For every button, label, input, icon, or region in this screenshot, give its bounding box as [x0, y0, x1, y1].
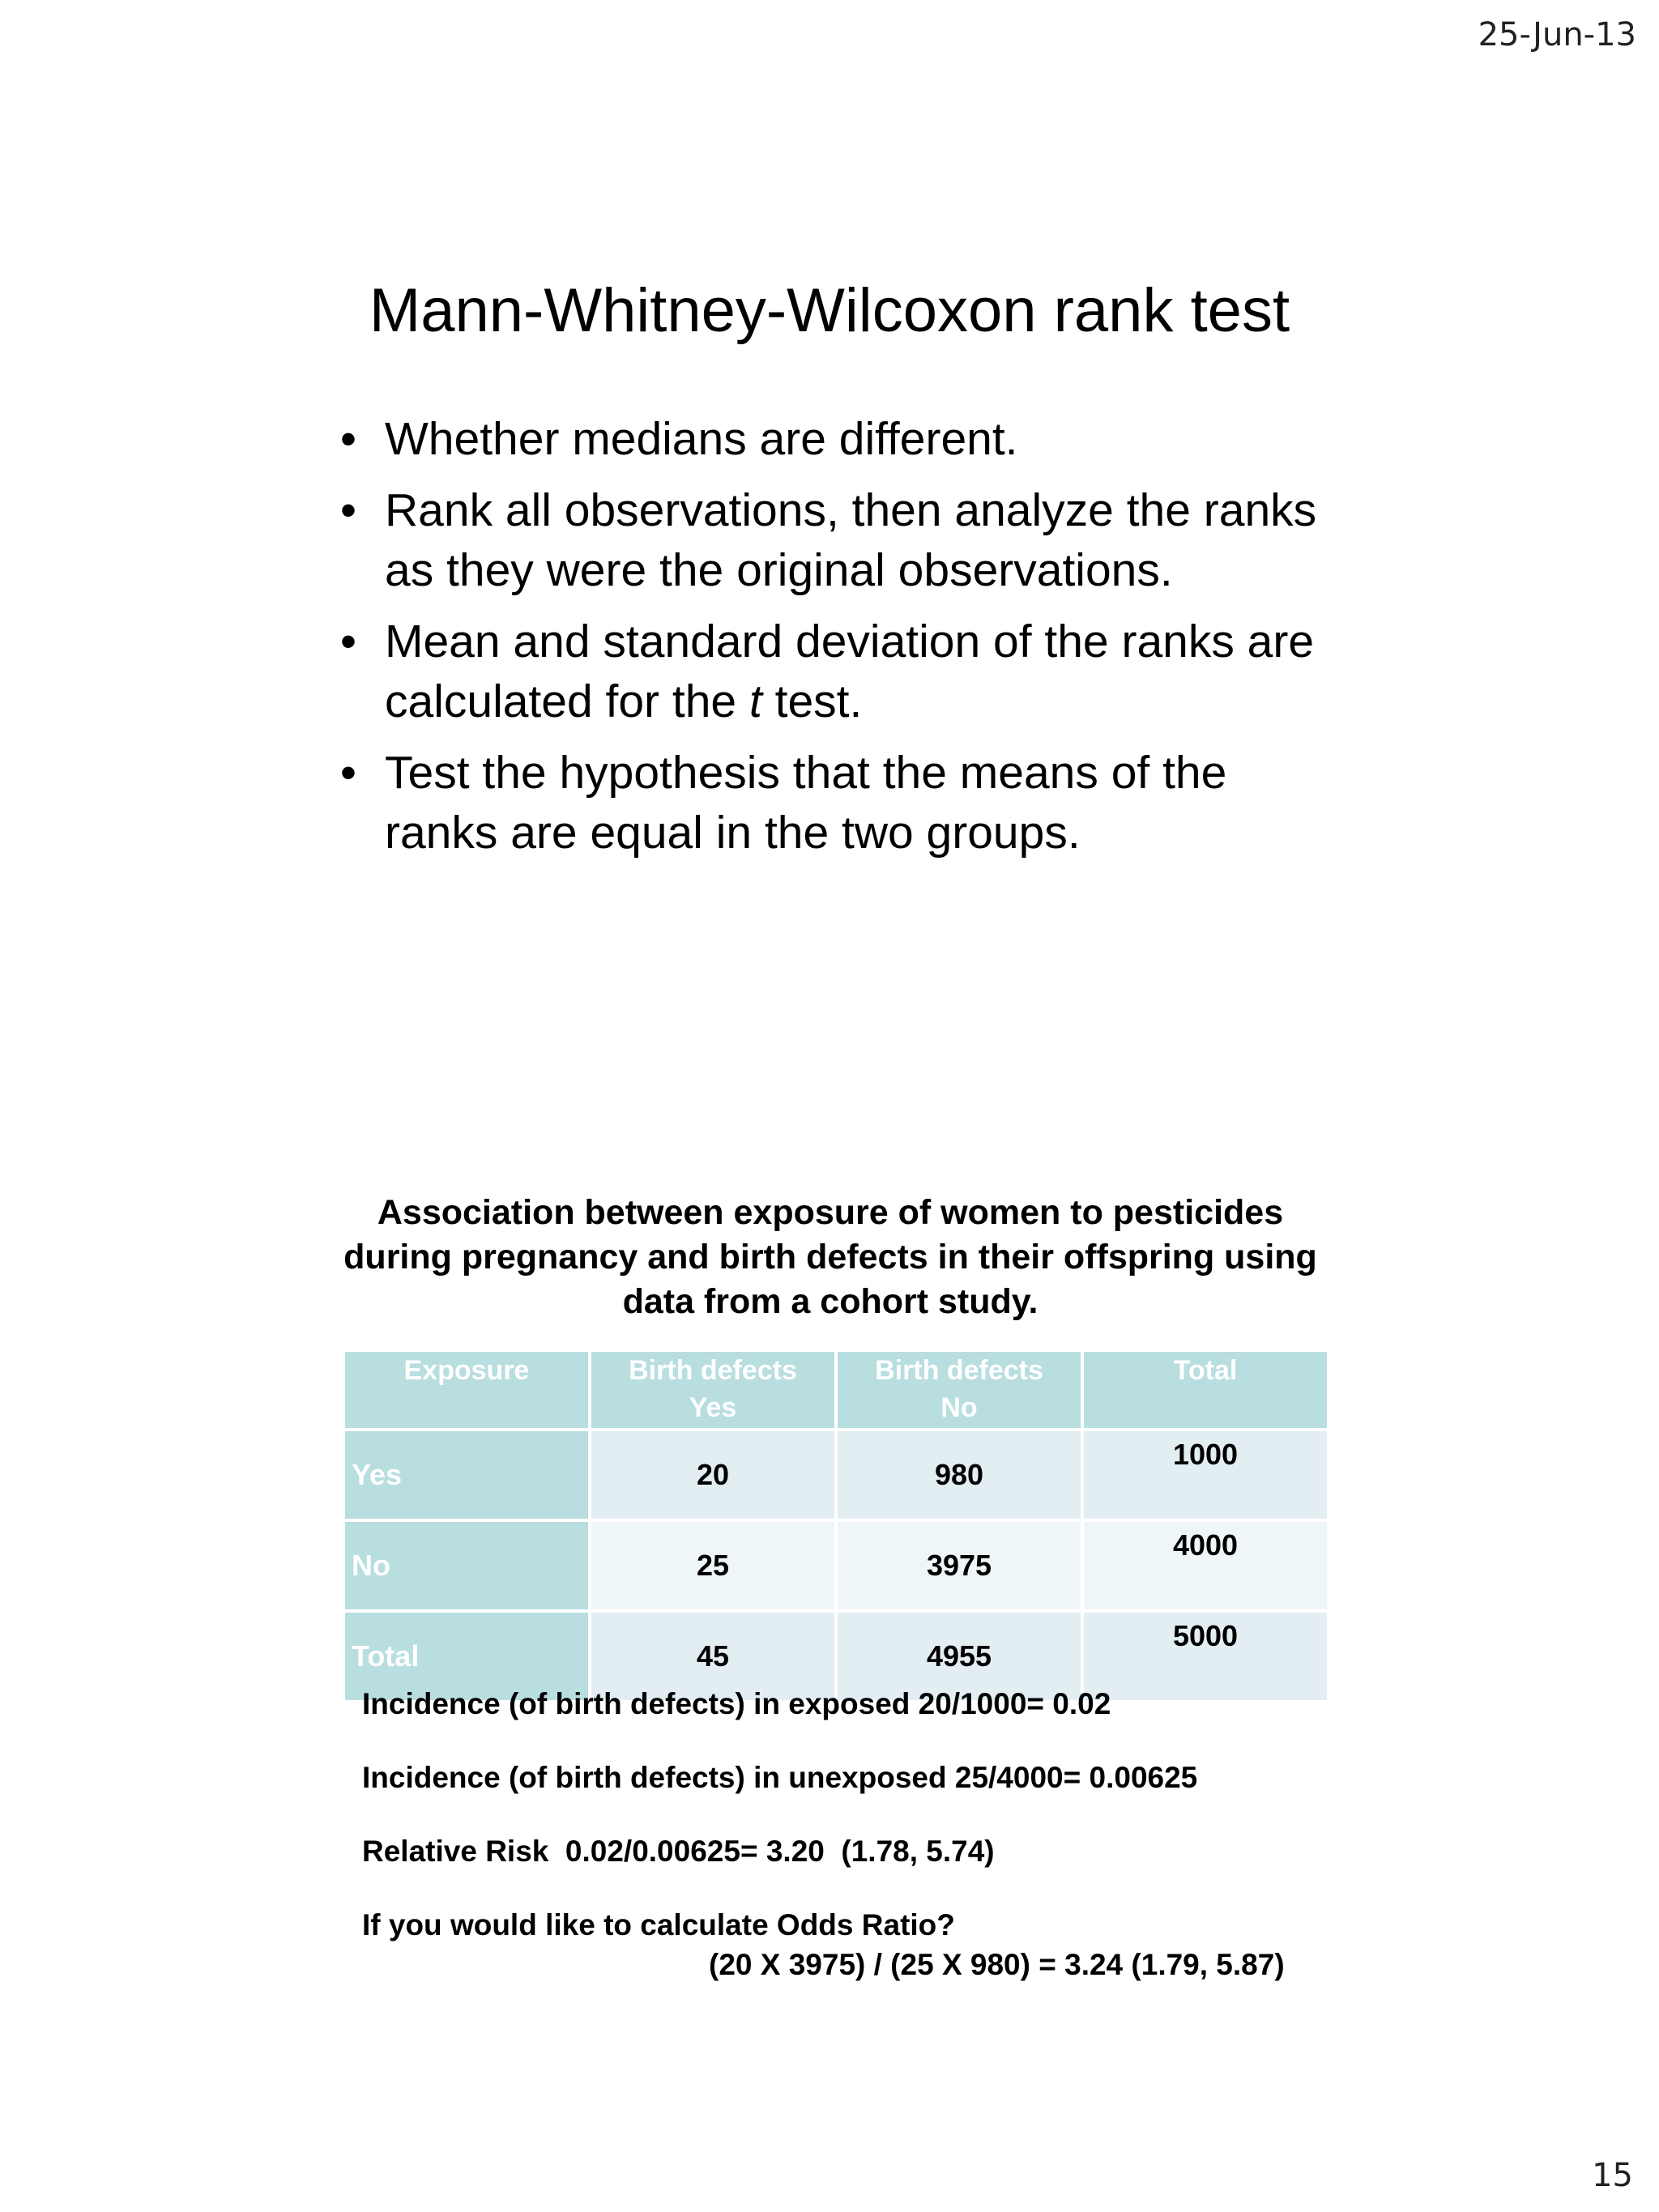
row-label: Yes — [343, 1430, 590, 1520]
table-row — [343, 1520, 1328, 1611]
bullet-text: Rank all observations, then analyze the ranks as they were the original observations. — [385, 484, 1317, 596]
bullet-text: test. — [761, 676, 863, 727]
slide2-title: Association between exposure of women to pesticides during pregnancy and birth defects in their offspring using data from a cohort study. — [343, 1193, 1317, 1321]
bullet-text-italic: t — [748, 676, 762, 727]
column-header-line: Birth defects — [629, 1355, 797, 1386]
page-number: 15 — [1592, 2157, 1633, 2194]
cell-defects-no: 980 — [836, 1430, 1082, 1520]
cell-defects-no: 4955 — [836, 1611, 1082, 1702]
table-header-row — [343, 1350, 1328, 1430]
bullet-item — [340, 743, 1328, 863]
column-header-defects-yes — [590, 1350, 836, 1430]
slide1-title: Mann-Whitney-Wilcoxon rank test — [369, 276, 1290, 345]
column-header-line: No — [940, 1392, 978, 1423]
bullet-item — [340, 612, 1328, 731]
cell-defects-yes: 20 — [590, 1430, 836, 1520]
column-header-exposure — [343, 1350, 590, 1430]
bullet-text: Mean and standard deviation of the ranks are calculated for the — [385, 616, 1315, 727]
bullet-marker: • — [340, 484, 356, 536]
row-label: Total — [343, 1611, 590, 1702]
column-header-line: Yes — [689, 1392, 737, 1423]
row-label: No — [343, 1520, 590, 1611]
cell-defects-no: 3975 — [836, 1520, 1082, 1611]
odds-ratio-question: If you would like to calculate Odds Ratio? — [362, 1908, 955, 1941]
cell-defects-yes: 45 — [590, 1611, 836, 1702]
slide1-bullet-list — [340, 409, 1328, 874]
bullet-marker: • — [340, 747, 356, 799]
odds-ratio-formula: (20 X 3975) / (25 X 980) = 3.24 (1.79, 5.87) — [709, 1948, 1285, 1981]
bullet-marker: • — [340, 616, 356, 667]
bullet-text: Test the hypothesis that the means of the ranks are equal in the two groups. — [385, 747, 1227, 859]
bullet-text: Whether medians are different. — [385, 413, 1018, 465]
incidence-unexposed-text: Incidence (of birth defects) in unexposed 25/4000= 0.00625 — [362, 1761, 1198, 1794]
column-header-line: Birth defects — [875, 1355, 1043, 1386]
incidence-exposed-text: Incidence (of birth defects) in exposed 20/1000= 0.02 — [362, 1687, 1111, 1720]
contingency-table — [342, 1349, 1330, 1703]
column-header-defects-no — [836, 1350, 1082, 1430]
cell-total: 4000 — [1082, 1520, 1328, 1611]
page-date: 25-Jun-13 — [1478, 16, 1636, 53]
relative-risk-text: Relative Risk 0.02/0.00625= 3.20 (1.78, 5.74) — [362, 1835, 995, 1868]
column-header-line: Exposure — [403, 1355, 530, 1386]
bullet-item — [340, 409, 1328, 469]
column-header-total — [1082, 1350, 1328, 1430]
table-row — [343, 1430, 1328, 1520]
bullet-marker: • — [340, 413, 356, 465]
cell-defects-yes: 25 — [590, 1520, 836, 1611]
cell-total: 1000 — [1082, 1430, 1328, 1520]
column-header-line: Total — [1173, 1355, 1238, 1386]
cell-total: 5000 — [1082, 1611, 1328, 1702]
bullet-item — [340, 480, 1328, 600]
